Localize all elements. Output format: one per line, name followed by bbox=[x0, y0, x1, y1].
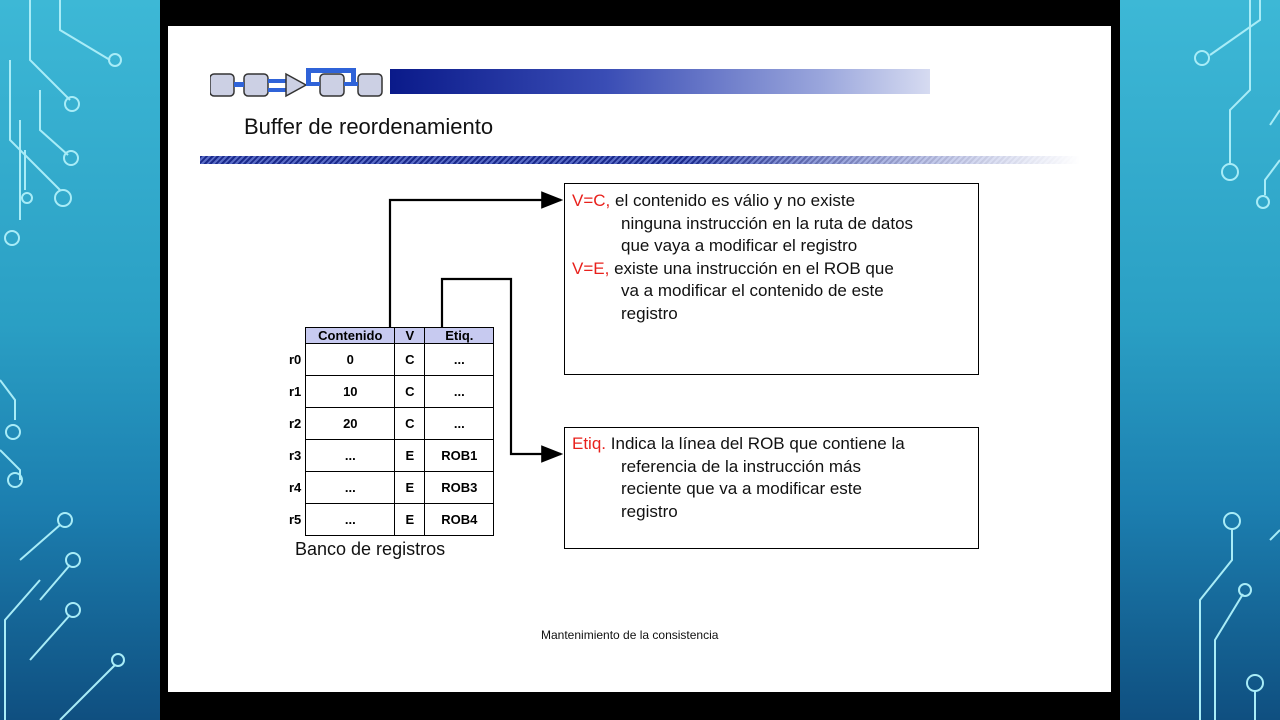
vc-text-2: ninguna instrucción en la ruta de datos bbox=[621, 213, 914, 233]
etiq-text-3: reciente que va a modificar este bbox=[621, 479, 862, 498]
table-row bbox=[289, 504, 494, 536]
cell-contenido: 10 bbox=[306, 376, 395, 408]
register-label: r0 bbox=[289, 352, 302, 367]
ve-key: V=E, bbox=[572, 258, 610, 278]
cell-etiq: ROB3 bbox=[425, 472, 494, 504]
vc-line-1 bbox=[572, 190, 855, 213]
etiq-text-4: registro bbox=[621, 501, 678, 521]
etiq-text-1: Indica la línea del ROB que contiene la bbox=[610, 434, 905, 453]
cell-v: E bbox=[395, 504, 425, 536]
header-gradient-bar bbox=[390, 69, 930, 94]
etiq-explanation-box bbox=[564, 427, 979, 549]
etiq-key: Etiq. bbox=[572, 434, 607, 453]
register-label: r3 bbox=[289, 448, 302, 463]
table-row bbox=[289, 376, 494, 408]
cell-etiq: ... bbox=[425, 408, 494, 440]
slide-canvas bbox=[168, 26, 1111, 692]
cell-etiq: ROB4 bbox=[425, 504, 494, 536]
header-v: V bbox=[395, 328, 425, 344]
cell-etiq: ... bbox=[425, 376, 494, 408]
ve-text-3: registro bbox=[621, 303, 678, 323]
cell-v: C bbox=[395, 408, 425, 440]
vc-key: V=C, bbox=[572, 191, 611, 210]
register-label: r4 bbox=[289, 480, 302, 495]
arrow-v-to-box1 bbox=[390, 200, 561, 327]
table-row bbox=[289, 344, 494, 376]
header-etiq: Etiq. bbox=[425, 328, 494, 344]
cell-etiq: ... bbox=[425, 344, 494, 376]
etiq-text-2: referencia de la instrucción más bbox=[621, 456, 862, 476]
cell-contenido: 0 bbox=[306, 344, 395, 376]
cell-v: C bbox=[395, 376, 425, 408]
circuit-pattern-left bbox=[0, 0, 160, 720]
register-label: r5 bbox=[289, 512, 302, 527]
cell-contenido: 20 bbox=[306, 408, 395, 440]
cell-etiq: ROB1 bbox=[425, 440, 494, 472]
table-row bbox=[289, 472, 494, 504]
vc-text-3: que vaya a modificar el registro bbox=[621, 236, 858, 255]
table-caption: Banco de registros bbox=[295, 539, 446, 559]
table-header-row bbox=[289, 328, 494, 344]
ve-text-1: existe una instrucción en el ROB que bbox=[614, 258, 894, 278]
table-row bbox=[289, 440, 494, 472]
ve-text-2: va a modificar el contenido de este bbox=[621, 281, 884, 300]
slide-title: Buffer de reordenamiento bbox=[244, 114, 494, 139]
slide-footer: Mantenimiento de la consistencia bbox=[541, 628, 719, 642]
register-label: r2 bbox=[289, 416, 302, 431]
table-row bbox=[289, 408, 494, 440]
v-explanation-box bbox=[564, 183, 979, 375]
cell-contenido: ... bbox=[306, 440, 395, 472]
ve-line-1 bbox=[572, 258, 894, 281]
left-decor-panel bbox=[0, 0, 160, 720]
cell-v: E bbox=[395, 472, 425, 504]
right-decor-panel bbox=[1120, 0, 1280, 720]
register-label: r1 bbox=[289, 384, 302, 399]
slide-frame bbox=[160, 0, 1120, 720]
cell-v: E bbox=[395, 440, 425, 472]
pipeline-logo-icon bbox=[210, 68, 390, 100]
cell-contenido: ... bbox=[306, 472, 395, 504]
register-bank-table bbox=[289, 327, 494, 536]
vc-text-1: el contenido es válio y no existe bbox=[615, 191, 856, 210]
header-contenido: Contenido bbox=[306, 328, 395, 344]
etiq-line-1 bbox=[572, 433, 905, 456]
circuit-pattern-right bbox=[1120, 0, 1280, 720]
cell-v: C bbox=[395, 344, 425, 376]
title-underline-stripe bbox=[200, 156, 1080, 164]
cell-contenido: ... bbox=[306, 504, 395, 536]
